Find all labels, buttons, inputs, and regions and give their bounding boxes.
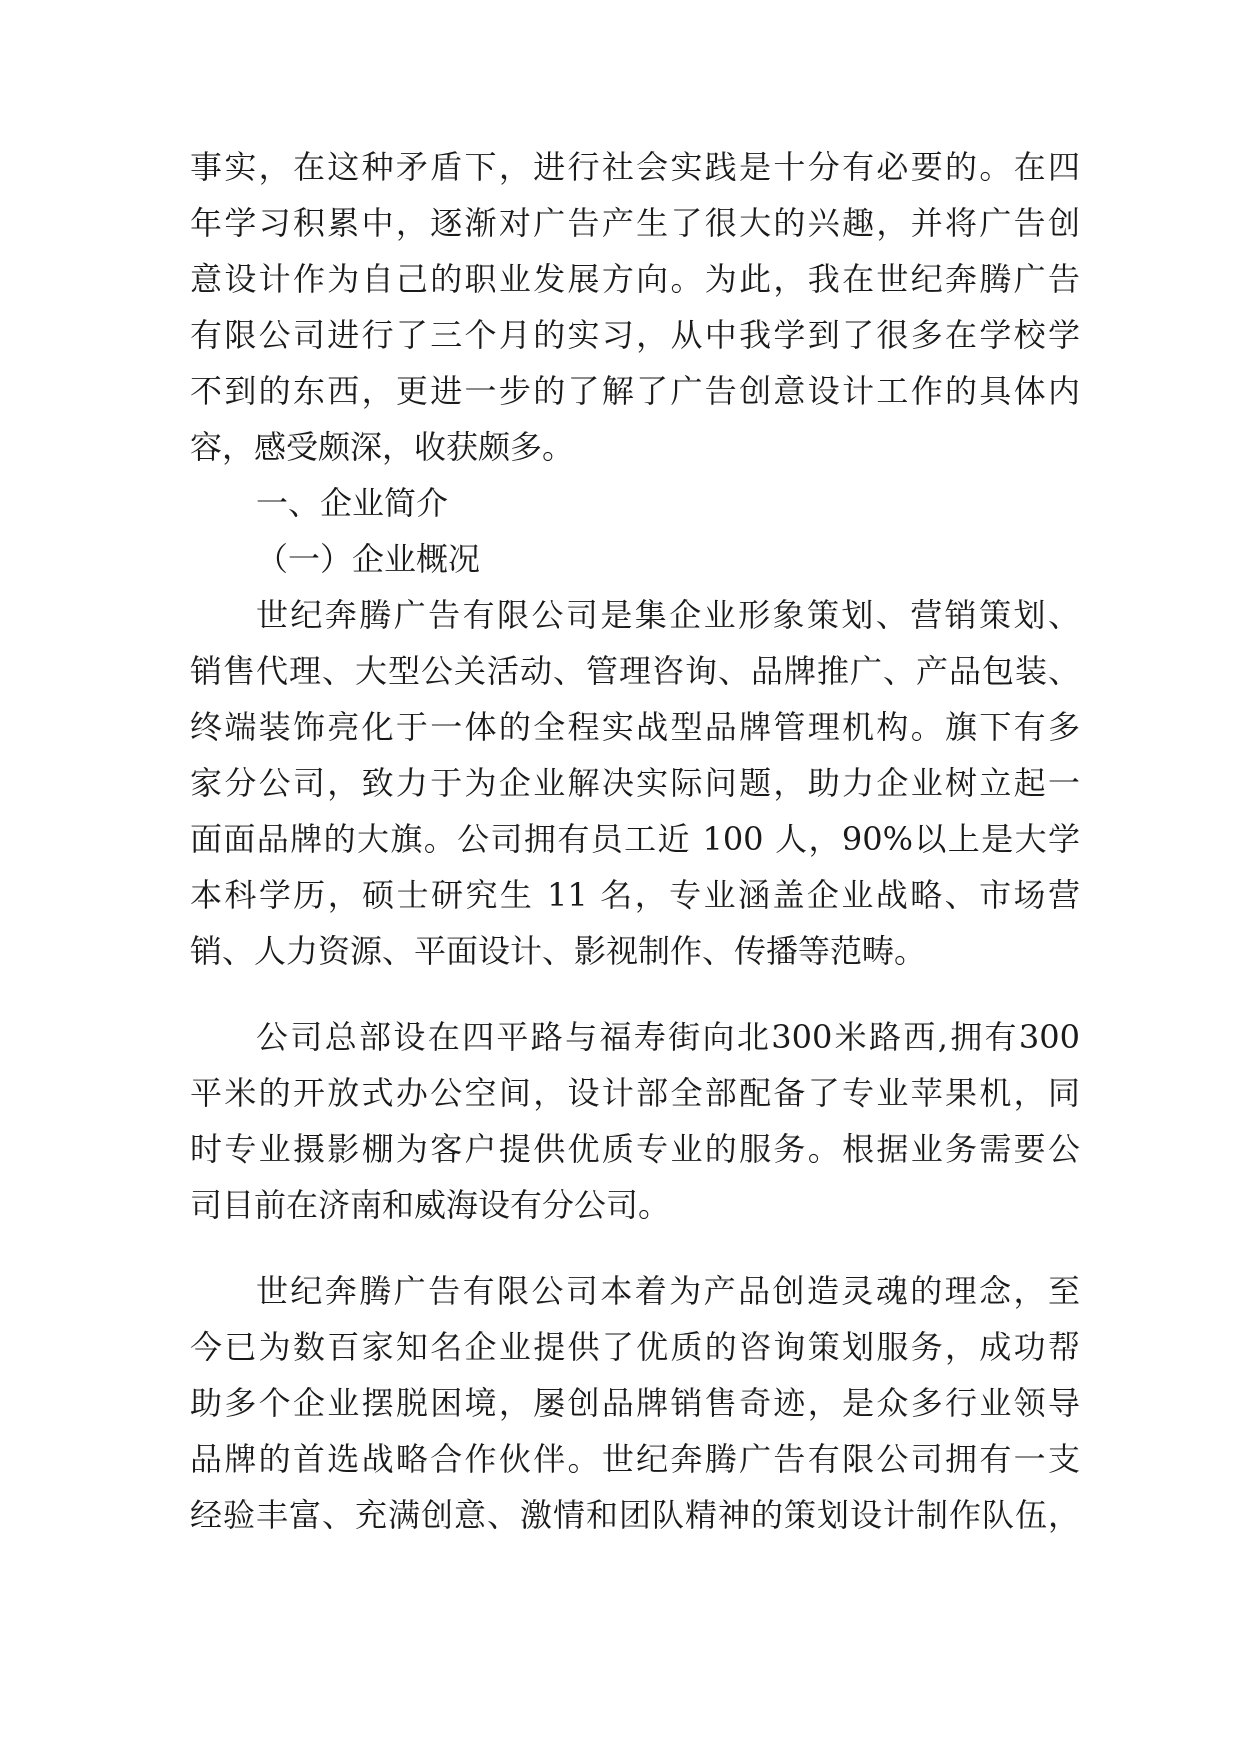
paragraph-line: 销、人力资源、平面设计、影视制作、传播等范畴。	[190, 932, 927, 970]
paragraph-line: 家分公司，致力于为企业解决实际问题，助力企业树立起一	[190, 764, 1080, 802]
paragraph-line: 年学习积累中，逐渐对广告产生了很大的兴趣，并将广告创	[190, 204, 1080, 242]
paragraph-line: 公司总部设在四平路与福寿街向北300米路西,拥有300	[256, 1018, 1080, 1056]
paragraph-line: 销售代理、大型公关活动、管理咨询、品牌推广、产品包装、	[190, 652, 1080, 690]
paragraph-line: 不到的东西，更进一步的了解了广告创意设计工作的具体内	[190, 372, 1080, 410]
paragraph-line: 意设计作为自己的职业发展方向。为此，我在世纪奔腾广告	[190, 260, 1080, 298]
paragraph-line: 本科学历，硕士研究生 11 名，专业涵盖企业战略、市场营	[190, 876, 1080, 914]
paragraph-line: 容，感受颇深，收获颇多。	[190, 428, 575, 466]
paragraph-line: 面面品牌的大旗。公司拥有员工近 100 人，90%以上是大学	[190, 820, 1080, 858]
paragraph-line: 终端装饰亮化于一体的全程实战型品牌管理机构。旗下有多	[190, 708, 1080, 746]
section-heading: 一、企业简介	[256, 484, 449, 522]
paragraph-line: 时专业摄影棚为客户提供优质专业的服务。根据业务需要公	[190, 1130, 1080, 1168]
paragraph-line: 助多个企业摆脱困境，屡创品牌销售奇迹，是众多行业领导	[190, 1384, 1080, 1422]
paragraph-line: 司目前在济南和威海设有分公司。	[190, 1186, 671, 1224]
paragraph-line: 平米的开放式办公空间，设计部全部配备了专业苹果机，同	[190, 1074, 1080, 1112]
paragraph-line: 经验丰富、充满创意、激情和团队精神的策划设计制作队伍，	[190, 1496, 1080, 1534]
paragraph-line: 品牌的首选战略合作伙伴。世纪奔腾广告有限公司拥有一支	[190, 1440, 1080, 1478]
paragraph-line: 世纪奔腾广告有限公司本着为产品创造灵魂的理念，至	[256, 1272, 1080, 1310]
paragraph-line: 事实，在这种矛盾下，进行社会实践是十分有必要的。在四	[190, 148, 1080, 186]
paragraph-line: 有限公司进行了三个月的实习，从中我学到了很多在学校学	[190, 316, 1080, 354]
paragraph-line: 今已为数百家知名企业提供了优质的咨询策划服务，成功帮	[190, 1328, 1080, 1366]
paragraph-line: 世纪奔腾广告有限公司是集企业形象策划、营销策划、	[256, 596, 1080, 634]
subsection-heading: （一）企业概况	[256, 540, 481, 578]
